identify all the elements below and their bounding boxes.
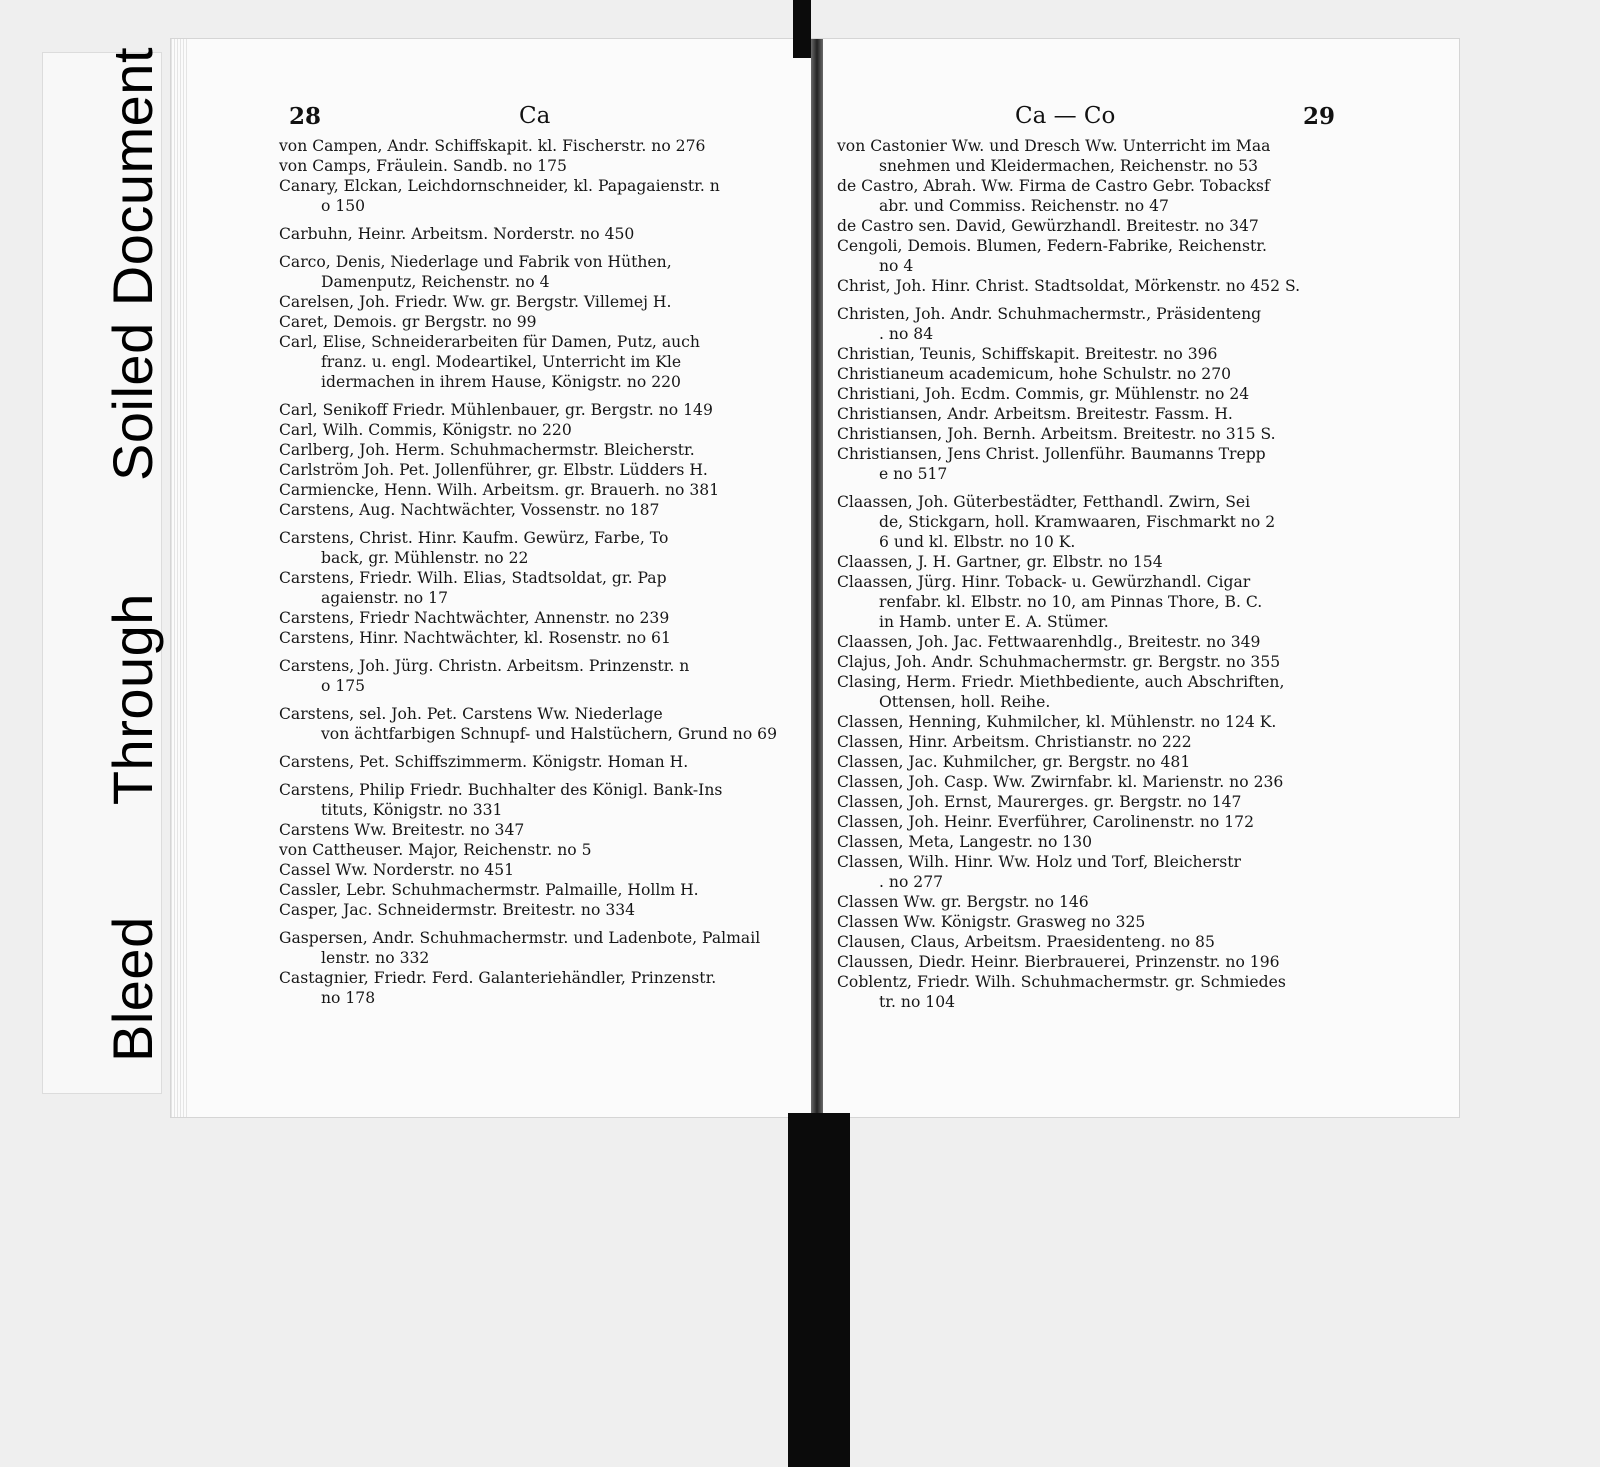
right-entry: Classen, Wilh. Hinr. Ww. Holz und Torf, Bleicherstr . no 277 (837, 853, 1241, 891)
stamp-word-soiled-document: Soiled Document (101, 47, 164, 481)
right-page-number: 29 (1303, 103, 1336, 130)
right-entry: Clausen, Claus, Arbeitsm. Praesidenteng. no 85 (837, 933, 1215, 951)
right-entry: Christian, Teunis, Schiffskapit. Breitestr. no 396 (837, 345, 1218, 363)
stamp-word-bleed: Bleed (101, 916, 164, 1062)
right-entry: de Castro, Abrah. Ww. Firma de Castro Gebr. Tobacksf abr. und Commiss. Reichenstr. no 47 (837, 177, 1270, 215)
left-entry: Carstens, Christ. Hinr. Kaufm. Gewürz, Farbe, To back, gr. Mühlenstr. no 22 (279, 529, 669, 567)
right-entry: Christiansen, Joh. Bernh. Arbeitsm. Breitestr. no 315 S. (837, 425, 1276, 443)
left-entry: von Campen, Andr. Schiffskapit. kl. Fischerstr. no 276 (279, 137, 706, 155)
left-entry: Carlström Joh. Pet. Jollenführer, gr. Elbstr. Lüdders H. (279, 461, 708, 479)
book-spread (170, 38, 1460, 1118)
right-entry: Christiansen, Andr. Arbeitsm. Breitestr. Fassm. H. (837, 405, 1233, 423)
left-entry: Canary, Elckan, Leichdornschneider, kl. Papagaienstr. n o 150 (279, 177, 720, 215)
left-page-header: Ca (519, 103, 551, 129)
right-entry: Classen Ww. Königstr. Grasweg no 325 (837, 913, 1146, 931)
right-entry: Christiani, Joh. Ecdm. Commis, gr. Mühlenstr. no 24 (837, 385, 1250, 403)
right-entry: Classen, Henning, Kuhmilcher, kl. Mühlenstr. no 124 K. (837, 713, 1277, 731)
left-entry: Carstens, Friedr Nachtwächter, Annenstr. no 239 (279, 609, 670, 627)
left-entry: Cassel Ww. Norderstr. no 451 (279, 861, 515, 879)
left-entry: von Cattheuser. Major, Reichenstr. no 5 (279, 841, 592, 859)
binding-strap-top (793, 0, 811, 58)
left-entry: von Camps, Fräulein. Sandb. no 175 (279, 157, 567, 175)
left-entry: Carstens, Hinr. Nachtwächter, kl. Rosenstr. no 61 (279, 629, 671, 647)
right-entry: Clajus, Joh. Andr. Schuhmachermstr. gr. Bergstr. no 355 (837, 653, 1281, 671)
right-entry: Classen, Hinr. Arbeitsm. Christianstr. no 222 (837, 733, 1192, 751)
right-entry: Classen, Joh. Ernst, Maurerges. gr. Bergstr. no 147 (837, 793, 1242, 811)
right-page-header: Ca — Co (1015, 103, 1116, 129)
left-entry: Carbuhn, Heinr. Arbeitsm. Norderstr. no 450 (279, 225, 635, 243)
right-entry: Classen, Joh. Casp. Ww. Zwirnfabr. kl. Marienstr. no 236 (837, 773, 1284, 791)
right-entry: Coblentz, Friedr. Wilh. Schuhmachermstr. gr. Schmiedes tr. no 104 (837, 973, 1286, 1011)
watermark-stamp-text (100, 47, 165, 1062)
right-entry: Christianeum academicum, hohe Schulstr. no 270 (837, 365, 1232, 383)
left-entry: Carl, Wilh. Commis, Königstr. no 220 (279, 421, 572, 439)
right-entry: de Castro sen. David, Gewürzhandl. Breitestr. no 347 (837, 217, 1259, 235)
right-entry: Christiansen, Jens Christ. Jollenführ. Baumanns Trepp e no 517 (837, 445, 1266, 483)
right-entry: Classen, Meta, Langestr. no 130 (837, 833, 1093, 851)
page-edge (171, 39, 189, 1117)
left-entry: Carstens, Joh. Jürg. Christn. Arbeitsm. Prinzenstr. n o 175 (279, 657, 690, 695)
left-entry: Gaspersen, Andr. Schuhmachermstr. und Ladenbote, Palmail lenstr. no 332 (279, 929, 761, 967)
right-entry: Christen, Joh. Andr. Schuhmachermstr., Präsidenteng . no 84 (837, 305, 1262, 343)
right-entry-list (837, 136, 1337, 1012)
right-entry: Classen Ww. gr. Bergstr. no 146 (837, 893, 1089, 911)
right-entry: Cengoli, Demois. Blumen, Federn-Fabrike, Reichenstr. no 4 (837, 237, 1267, 275)
left-entry: Carmiencke, Henn. Wilh. Arbeitsm. gr. Brauerh. no 381 (279, 481, 720, 499)
right-entry: Classen, Joh. Heinr. Everführer, Carolinenstr. no 172 (837, 813, 1255, 831)
left-entry: Carstens, sel. Joh. Pet. Carstens Ww. Niederlage von ächtfarbigen Schnupf- und Halstüchern, Grund no 69 (279, 705, 778, 743)
left-entry: Casper, Jac. Schneidermstr. Breitestr. no 334 (279, 901, 636, 919)
right-page (837, 39, 1337, 1117)
right-entry: Christ, Joh. Hinr. Christ. Stadtsoldat, Mörkenstr. no 452 S. (837, 277, 1301, 295)
left-entry: Carstens Ww. Breitestr. no 347 (279, 821, 525, 839)
left-entry: Carco, Denis, Niederlage und Fabrik von Hüthen, Damenputz, Reichenstr. no 4 (279, 253, 672, 291)
left-entry: Caret, Demois. gr Bergstr. no 99 (279, 313, 537, 331)
right-entry: Claassen, J. H. Gartner, gr. Elbstr. no 154 (837, 553, 1163, 571)
left-entry: Carstens, Aug. Nachtwächter, Vossenstr. no 187 (279, 501, 660, 519)
left-entry: Carelsen, Joh. Friedr. Ww. gr. Bergstr. Villemej H. (279, 293, 672, 311)
left-entry-list (279, 136, 811, 1008)
left-page-number: 28 (289, 103, 322, 130)
right-entry: Claussen, Diedr. Heinr. Bierbrauerei, Prinzenstr. no 196 (837, 953, 1280, 971)
left-entry: Carstens, Friedr. Wilh. Elias, Stadtsoldat, gr. Pap agaienstr. no 17 (279, 569, 667, 607)
right-entry: Classen, Jac. Kuhmilcher, gr. Bergstr. no 481 (837, 753, 1191, 771)
left-entry: Cassler, Lebr. Schuhmachermstr. Palmaille, Hollm H. (279, 881, 699, 899)
left-entry: Carstens, Philip Friedr. Buchhalter des Königl. Bank-Ins tituts, Königstr. no 331 (279, 781, 723, 819)
left-entry: Carstens, Pet. Schiffszimmerm. Königstr. Homan H. (279, 753, 689, 771)
left-entry: Carlberg, Joh. Herm. Schuhmachermstr. Bleicherstr. (279, 441, 695, 459)
right-entry: Claassen, Joh. Güterbestädter, Fetthandl. Zwirn, Sei de, Stickgarn, holl. Kramwaaren, Fischmarkt no 2 6 und kl. Elbstr. no 10 K. (837, 493, 1276, 551)
left-page (279, 39, 811, 1117)
right-entry: Claassen, Jürg. Hinr. Toback- u. Gewürzhandl. Cigar renfabr. kl. Elbstr. no 10, am Pinnas Thore, B. C. in Hamb. unter E. A. Stümer. (837, 573, 1263, 631)
book-gutter (811, 39, 823, 1117)
binding-strap-bottom (788, 1113, 850, 1467)
left-entry: Castagnier, Friedr. Ferd. Galanteriehändler, Prinzenstr. no 178 (279, 969, 717, 1007)
right-entry: Claassen, Joh. Jac. Fettwaarenhdlg., Breitestr. no 349 (837, 633, 1261, 651)
right-entry: von Castonier Ww. und Dresch Ww. Unterricht im Maa snehmen und Kleidermachen, Reichenstr. no 53 (837, 137, 1271, 175)
left-entry: Carl, Senikoff Friedr. Mühlenbauer, gr. Bergstr. no 149 (279, 401, 713, 419)
stamp-word-through: Through (101, 593, 164, 806)
left-entry: Carl, Elise, Schneiderarbeiten für Damen, Putz, auch franz. u. engl. Modeartikel, Unterricht im Kle idermachen in ihrem Hause, Königstr. no 220 (279, 333, 700, 391)
right-entry: Clasing, Herm. Friedr. Miethbediente, auch Abschriften, Ottensen, holl. Reihe. (837, 673, 1285, 711)
